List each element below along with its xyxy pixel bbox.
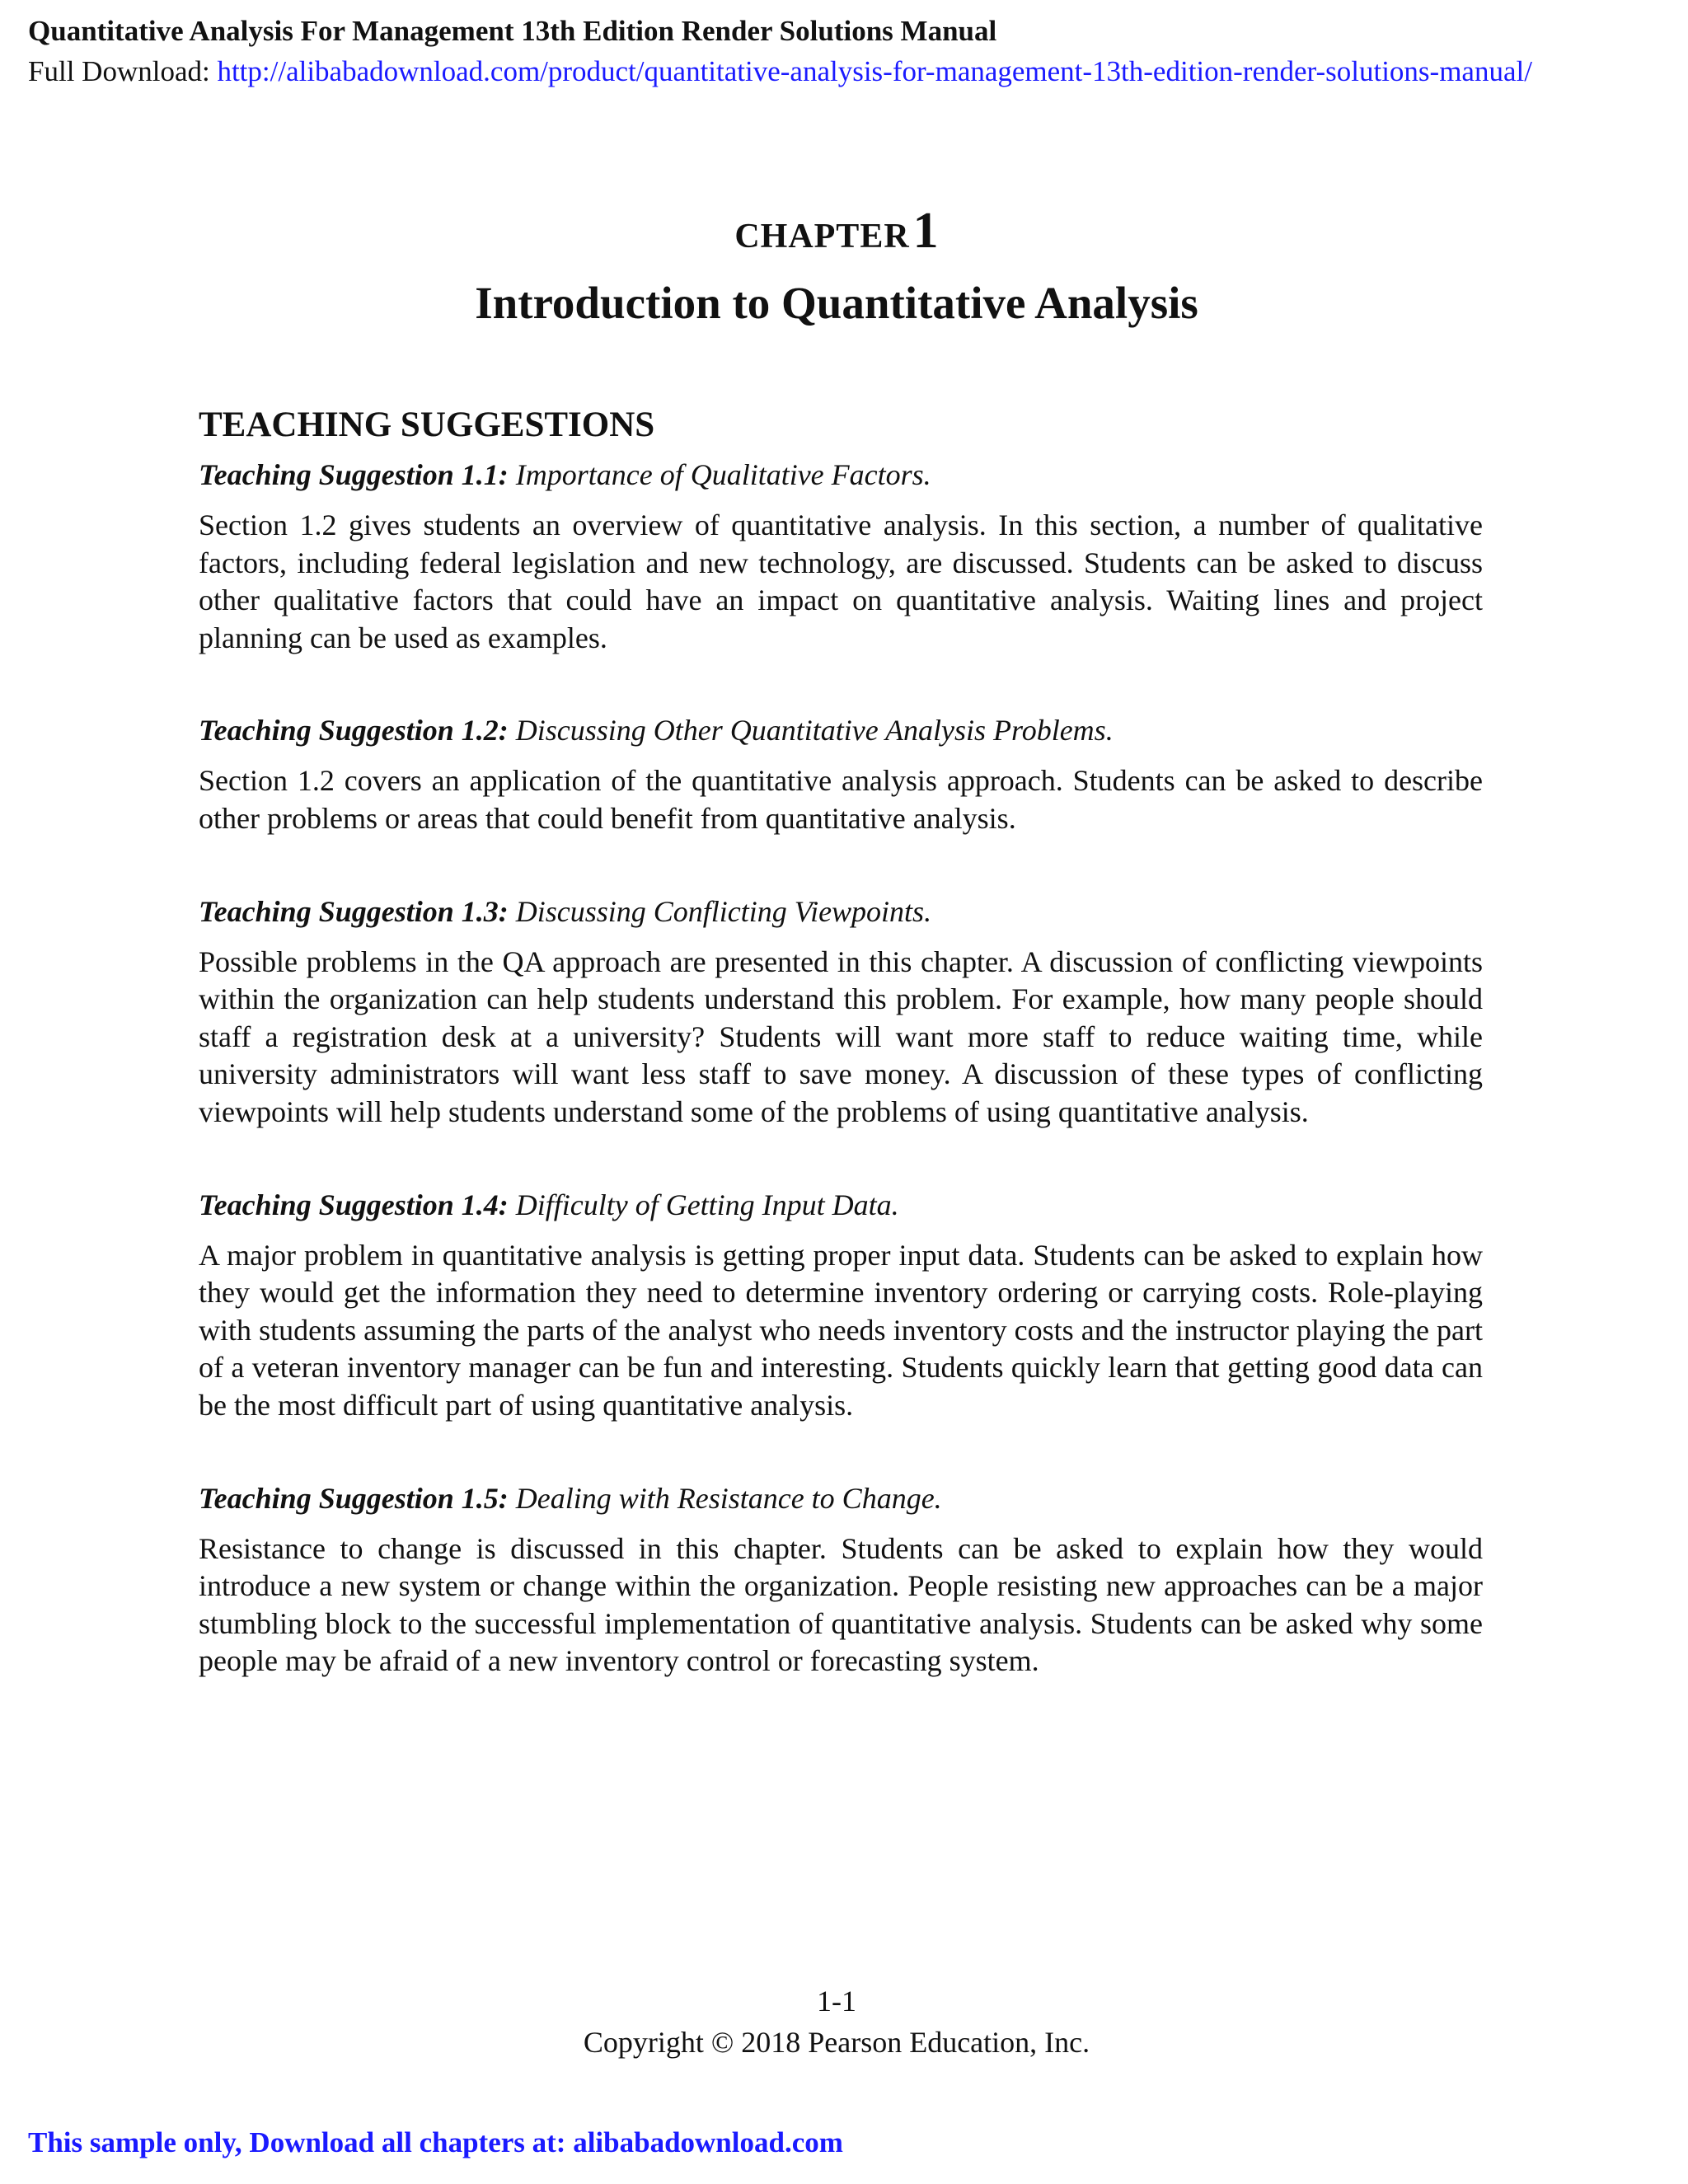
chapter-number: 1 [912,203,939,259]
chapter-label: CHAPTER [734,218,910,255]
section-heading: TEACHING SUGGESTIONS [199,405,655,444]
suggestion-label: Teaching Suggestion 1.3: [199,894,509,928]
suggestion-label: Teaching Suggestion 1.1: [199,458,509,491]
download-line [28,53,1532,91]
suggestion-label: Teaching Suggestion 1.5: [199,1481,509,1515]
teaching-suggestion-1-4 [199,1186,1483,1425]
suggestion-label: Teaching Suggestion 1.2: [199,714,509,748]
chapter-heading [0,198,1673,277]
teaching-suggestion-1-3 [199,893,1483,1132]
chapter-title: Introduction to Quantitative Analysis [475,278,1198,328]
copyright-notice: Copyright © 2018 Pearson Education, Inc. [583,2026,1090,2059]
suggestion-topic: Difficulty of Getting Input Data. [515,1188,899,1221]
page-number: 1-1 [817,1985,856,2018]
teaching-suggestion-1-2 [199,711,1483,837]
suggestion-topic: Importance of Qualitative Factors. [515,458,931,491]
suggestion-topic: Discussing Conflicting Viewpoints. [515,894,932,928]
suggestion-body: A major problem in quantitative analysis is getting proper input data. Students can be asked to explain how they would get the information they need to determine inventory ordering or carrying costs. Role-playing with students assuming the parts of the analyst who needs inventory costs and the instructor playing the part of a veteran inventory manager can be fun and interesting. Students quickly learn that getting good data can be the most difficult part of using quantitative analysis. [199,1238,1483,1422]
main-content [199,401,1483,1735]
suggestion-body: Section 1.2 gives students an overview of quantitative analysis. In this section, a number of qualitative factors, including federal legislation and new technology, are discussed. Students can be asked to discuss other qualitative factors that could have an impact on quantitative analysis. Waiting lines and project planning can be used as examples. [199,509,1483,654]
footer-download-banner: This sample only, Download all chapters at: alibabadownload.com [28,2126,843,2158]
suggestion-heading [199,711,1483,749]
teaching-suggestion-1-1 [199,456,1483,657]
download-link[interactable]: http://alibabadownload.com/product/quantitative-analysis-for-management-13th-edition-render-solutions-manual/ [217,55,1532,87]
suggestion-label: Teaching Suggestion 1.4: [199,1188,509,1221]
suggestion-topic: Dealing with Resistance to Change. [515,1481,942,1515]
suggestion-body: Section 1.2 covers an application of the quantitative analysis approach. Students can be asked to describe other problems or areas that could benefit from quantitative analysis. [199,764,1483,835]
suggestion-body: Possible problems in the QA approach are presented in this chapter. A discussion of conflicting viewpoints within the organization can help students understand this problem. For example, how many people should staff a registration desk at a university? Students will want more staff to reduce waiting time, while university administrators will want less staff to save money. A discussion of these types of conflicting viewpoints will help students understand some of the problems of using quantitative analysis. [199,944,1483,1128]
suggestion-topic: Discussing Other Quantitative Analysis Problems. [515,714,1114,748]
download-label: Full Download: [28,55,218,87]
document-banner-title: Quantitative Analysis For Management 13th Edition Render Solutions Manual [28,15,997,47]
suggestion-heading [199,1479,1483,1517]
teaching-suggestion-1-5 [199,1479,1483,1680]
suggestion-heading [199,1186,1483,1224]
suggestion-heading [199,893,1483,930]
suggestion-heading [199,456,1483,494]
suggestion-body: Resistance to change is discussed in this chapter. Students can be asked to explain how they would introduce a new system or change within the organization. People resisting new approaches can be a major stumbling block to the successful implementation of quantitative analysis. Students can be asked why some people may be afraid of a new inventory control or forecasting system. [199,1531,1483,1678]
